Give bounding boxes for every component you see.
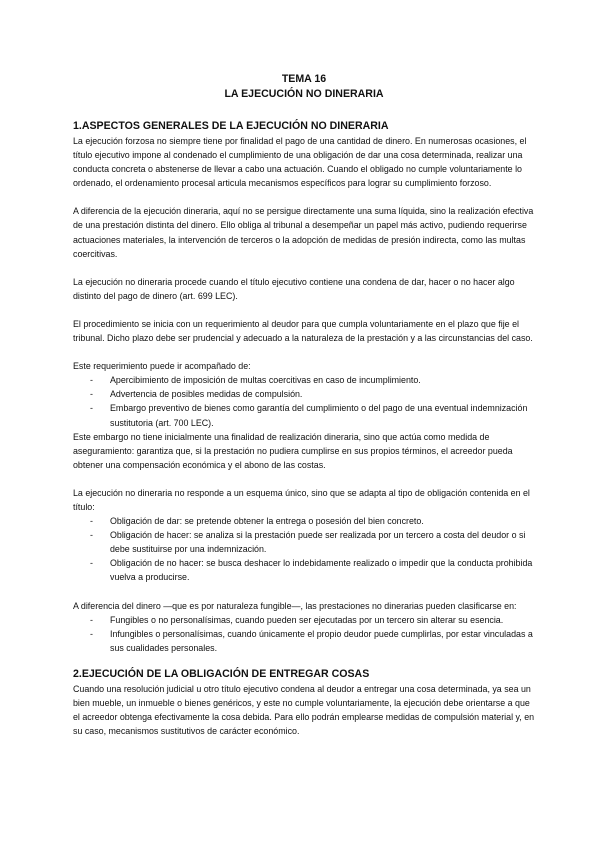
- bullet-dash: -: [90, 614, 93, 625]
- requirement-measures-list: [73, 373, 535, 429]
- bullet-dash: -: [90, 558, 93, 569]
- section-1-paragraph-1: La ejecución forzosa no siempre tiene por finalidad el pago de una cantidad de dinero. En numerosas ocasiones, el título ejecutivo impone al condenado el cumplimiento de una obligación de dar una cosa determinada, realizar una conducta concreta o abstenerse de llevar a cabo una actuación. Cuando el obligado no cumple voluntariamente lo ordenado, el ordenamiento procesal articula mecanismos específicos para lograr su cumplimiento forzoso.: [73, 136, 527, 189]
- section-1-paragraph-5: Este requerimiento puede ir acompañado de:: [73, 361, 251, 372]
- bullet-dash: -: [90, 516, 93, 527]
- list-item: - Obligación de hacer: se analiza si la prestación puede ser realizada por un tercero a costa del deudor o si debe sustituirse por una indemnización.: [90, 530, 526, 555]
- list-item: - Obligación de dar: se pretende obtener la entrega o posesión del bien concreto.: [90, 514, 535, 528]
- section-1-paragraph-6: Este embargo no tiene inicialmente una finalidad de realización dineraria, sino que actúa como medida de aseguramiento: garantiza que, si la prestación no pudiera cumplirse en sus propios términos, el acreedor pueda obtener una compensación económica y el abono de las costas.: [73, 431, 513, 470]
- prestation-classes-list: [73, 613, 535, 655]
- bullet-dash: -: [90, 530, 93, 541]
- section-2-paragraph-1: Cuando una resolución judicial u otro título ejecutivo condena al deudor a entregar una cosa determinada, ya sea un bien mueble, un inmueble o bienes genéricos, y este no cumple voluntariamente, la ejecución debe orientarse a que el acreedor obtenga efectivamente la cosa debida. Para ello podrán emplearse medidas de compulsión material y, en su caso, mecanismos sustitutivos de carácter económico.: [73, 683, 535, 737]
- section-1-paragraph-2: A diferencia de la ejecución dineraria, aquí no se persigue directamente una suma líquida, sino la realización efectiva de una prestación distinta del dinero. Ello obliga al tribunal a desempeñar un papel más activo, pudiendo requerirse actuaciones materiales, la intervención de terceros o la adopción de medidas de presión indirecta, como las multas coercitivas.: [73, 206, 534, 259]
- list-item: - Fungibles o no personalísimas, cuando pueden ser ejecutadas por un tercero sin alterar su esencia.: [90, 613, 535, 627]
- bullet-dash: -: [90, 375, 93, 386]
- list-item: - Advertencia de posibles medidas de compulsión.: [90, 387, 535, 401]
- document-title: LA EJECUCIÓN NO DINERARIA: [224, 88, 384, 100]
- bullet-dash: -: [90, 389, 93, 400]
- list-item: - Embargo preventivo de bienes como garantía del cumplimiento o del pago de una eventual indemnización sustitutoria (art. 700 LEC).: [90, 403, 528, 428]
- section-2-heading: 2.EJECUCIÓN DE LA OBLIGACIÓN DE ENTREGAR COSAS: [73, 667, 370, 680]
- section-1-heading: 1.ASPECTOS GENERALES DE LA EJECUCIÓN NO DINERARIA: [73, 120, 389, 132]
- section-1-paragraph-3: La ejecución no dineraria procede cuando el título ejecutivo contiene una condena de dar, hacer o no hacer algo distinto del pago de dinero (art. 699 LEC).: [73, 276, 515, 301]
- section-1-paragraph-8: A diferencia del dinero —que es por naturaleza fungible—, las prestaciones no dinerarias pueden clasificarse en:: [73, 600, 517, 611]
- topic-number: TEMA 16: [281, 73, 327, 85]
- section-1-paragraph-7: La ejecución no dineraria no responde a un esquema único, sino que se adapta al tipo de obligación contenida en el título:: [73, 487, 530, 512]
- list-item: - Infungibles o personalísimas, cuando únicamente el propio deudor puede cumplirlas, por estar vinculadas a sus cualidades personales.: [90, 628, 533, 653]
- section-1-paragraph-4: El procedimiento se inicia con un requerimiento al deudor para que cumpla voluntariamente en el plazo que fije el tribunal. Dicho plazo debe ser prudencial y adecuado a la naturaleza de la prestación y a las circunstancias del caso.: [73, 318, 533, 344]
- obligation-types-list: [73, 514, 535, 584]
- list-item: - Apercibimiento de imposición de multas coercitivas en caso de incumplimiento.: [90, 373, 535, 387]
- document-page: [73, 72, 535, 738]
- bullet-dash: -: [90, 628, 93, 639]
- list-item: - Obligación de no hacer: se busca deshacer lo indebidamente realizado o impedir que la conducta prohibida vuelva a producirse.: [90, 558, 533, 583]
- bullet-dash: -: [90, 403, 93, 414]
